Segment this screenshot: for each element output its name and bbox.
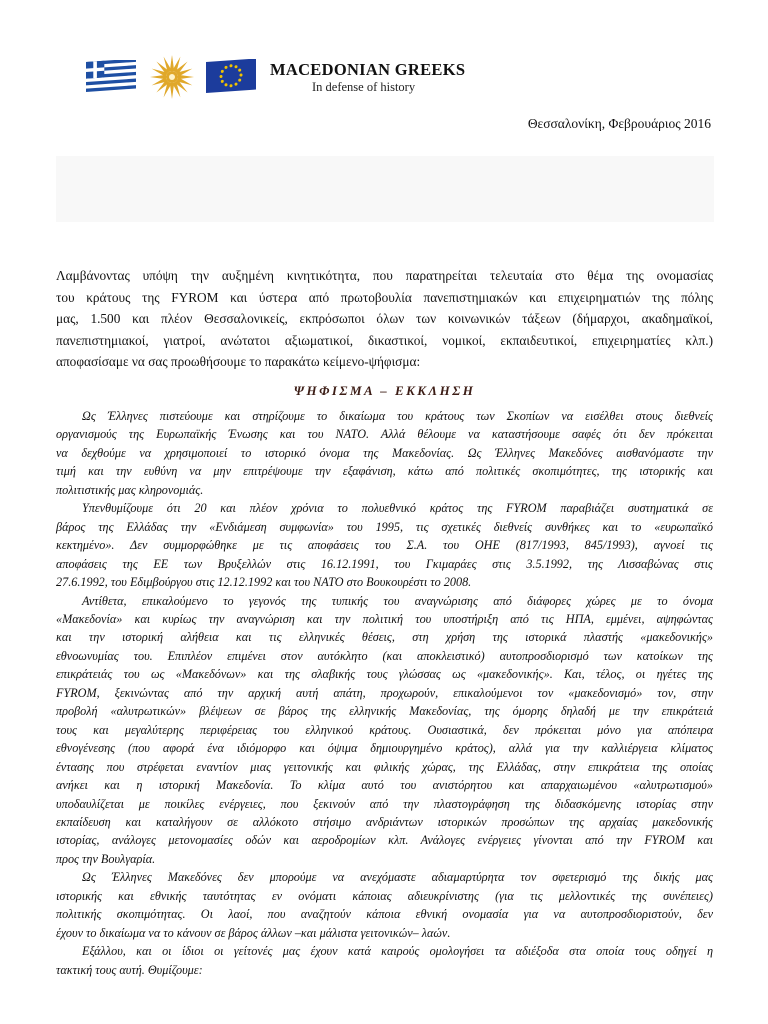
body-line: 27.6.1992, του Εδιμβούργου στις 12.12.1992 και του ΝΑΤΟ στο Βουκουρέστι το 2008. bbox=[56, 575, 472, 590]
body-line: να δεχθούμε να χρησιμοποιεί το ιστορικό όνομα της Μακεδονίας. Ως Έλληνες Μακεδόνες αισθανόμαστε την bbox=[56, 445, 713, 460]
body-line: προς την Βουλγαρία. bbox=[56, 851, 156, 866]
body-line: τους και μεγαλύτερης περιφέρειας του ελληνικού κράτους. Ουσιαστικά, δεν πρόκειται μόνο για απόπειρα bbox=[56, 722, 713, 737]
body-line: επικράτειάς του ως «Μακεδόνων» και της σλαβικής τους γλώσσας ως «μακεδονικής». Και, τέλος, οι ηγέτες της bbox=[56, 667, 713, 682]
body-line: FYROM, ξεκινώντας από την αρχική αυτή απάτη, προχωρούν, επικαλούμενοι τον «μακεδονισμό» τον, στην bbox=[56, 685, 713, 700]
body-line: πολιτιστικής μας κληρονομιάς. bbox=[56, 482, 204, 497]
body-line: πολιτικής σκοπιμότητας. Οι λαοί, που αναζητούν κάποια εθνική ονομασία για να αυτοπροσδιοριστούν, δεν bbox=[56, 907, 713, 922]
body-line: τακτική τους αυτή. Θυμίζουμε: bbox=[56, 962, 203, 977]
intro-line: πανεπιστημιακοί, γιατροί, ανώτατοι αξιωματικοί, δικαστικοί, νομικοί, εκπαιδευτικοί, επιχειρηματίες κλπ.) bbox=[56, 332, 713, 348]
body-line: ιστορίας, ανάλογες μετονομασίες οδών και αεροδρομίων κλπ. Ανάλογες ενέργειες γίνονται από την FYROM και bbox=[56, 833, 713, 848]
body-line: εθνοων​υμίας του. Επιπλέον επιμένει στον αυτόκλητο (και αποκλειστικό) αυτοπροσδιορισμό των κατοίκων της bbox=[56, 648, 713, 663]
intro-line: μας, 1.500 και πλέον Θεσσαλονικείς, εκπρόσωποι όλων των κοινωνικών τάξεων (δήμαρχοι, ακαδημαϊκοί, bbox=[56, 311, 713, 327]
letterhead bbox=[86, 52, 465, 102]
intro-line: Λαμβάνοντας υπόψη την αυξημένη κινητικότητα, που παρατηρείται τελευταία στο θέμα της ονομασίας bbox=[56, 268, 713, 283]
body-line: Ως Έλληνες πιστεύουμε και στηρίζουμε το δικαίωμα του κράτους των Σκοπίων να εισέλθει στους διεθνείς bbox=[82, 409, 713, 423]
body-line: οργανισμούς της Ευρωπαϊκής Ένωσης και του ΝΑΤΟ. Αλλά θέλουμε να καταστήσουμε σαφές ότι δεν πρόκειται bbox=[56, 427, 713, 442]
eu-flag-icon bbox=[206, 59, 256, 95]
resolution-body bbox=[56, 407, 713, 979]
body-line: αποφάσεις της ΕΕ των Βρυξελλών στις 16.12.1991, του Γκιμαράες στις 3.5.1992, της Λισσαβώνας στις bbox=[56, 556, 713, 571]
body-line: τιμή και την ευθύνη να μην επιτρέψουμε την εξαφάνιση, κάτω από πολιτικές σκοπιμότητες, της ιστορικής και bbox=[56, 464, 713, 479]
body-line: ανήκει και η ιστορική Μακεδονία. Το κλίμα αυτό του ανιστόρητου και απαρχαιωμένου «αλυτρωτισμού» bbox=[56, 778, 713, 793]
body-line: Αντίθετα, επικαλούμενο το γεγονός της τυπικής του αναγνώρισης από διάφορες χώρες με το όνομα bbox=[82, 593, 713, 608]
body-line: υποδαυλίζεται με ποικίλες ενέργειες, που ξεκινούν από την πλαστογράφηση της διδασκόμενης ιστορίας στην bbox=[56, 796, 713, 811]
body-line: προβολή «αλυτρωτικών» βλέψεων σε βάρος της ελληνικής Μακεδονίας, της όμορης δηλαδή με την επικράτειά bbox=[56, 704, 713, 719]
body-line: Υπενθυμίζουμε ότι 20 και πλέον χρόνια το πολυεθνικό κράτος της FYROM παραβιάζει συστηματικά σε bbox=[82, 501, 713, 516]
body-line: «Μακεδονία» και κυρίως την αναγνώριση και την πολιτική του υποστήριξη από τις ΗΠΑ, εμμένει, αψηφώντας bbox=[56, 611, 713, 626]
brand-block bbox=[270, 60, 465, 95]
body-line: έχουν το δικαίωμα να το κάνουν σε βάρος άλλων –και μάλιστα γειτονικών– λαών. bbox=[56, 925, 451, 940]
body-line: ιστορικής και εθνικής ταυτότητας εν ονόματι κάποιας αδιευκρίνιστης (για τις μελλοντικές της συνέπειες) bbox=[56, 888, 713, 903]
intro-line: αποφασίσαμε να σας προωθήσουμε το παρακάτω κείμενο-ψήφισμα: bbox=[56, 354, 421, 370]
dateline: Θεσσαλονίκη, Φεβρουάριος 2016 bbox=[527, 116, 711, 131]
intro-paragraph bbox=[56, 265, 713, 373]
greek-flag-icon bbox=[86, 60, 136, 94]
body-line: βάρος της Ελλάδας την «Ενδιάμεση συμφωνία» του 1995, τις σχετικές διεθνείς συνθήκες και το «ευρωπαϊκό bbox=[56, 519, 713, 534]
brand-subtitle: In defense of history bbox=[312, 79, 416, 94]
body-line: εθνογένεσης (που αφορά ένα ιδιόμορφο και όψιμα δημιουργημένο κράτος), αλλά για την καλλιέργεια κλίματος bbox=[56, 741, 713, 756]
body-line: εκπαίδευση και καταλήγουν σε αλλόκοτο στήσιμο ανδριάντων ιστορικών προσώπων της αρχαίας μακεδονικής bbox=[56, 814, 713, 829]
body-line: κεκτημένο». Δεν συμμορφώθηκε με τις αποφάσεις του Σ.Α. του ΟΗΕ (817/1993, 845/1993), αγνοεί τις bbox=[56, 538, 713, 553]
vergina-sun-icon bbox=[148, 53, 196, 101]
brand-title: MACEDONIAN GREEKS bbox=[270, 59, 466, 79]
redacted-address-block bbox=[56, 156, 714, 222]
body-line: έντασης που στρέφεται εναντίον μιας γειτονικής και φιλικής χώρας, της Ελλάδας, στην επικράτεια της οποίας bbox=[56, 759, 713, 774]
body-line: και την ιστορική αλήθεια και τις ελληνικές θέσεις, στη χρήση της ιστορικά πλαστής «μακεδονικής» bbox=[56, 630, 713, 645]
body-line: Ως Έλληνες Μακεδόνες δεν μπορούμε να ανεχόμαστε αδιαμαρτύρητα τον σφετερισμό της δικής μας bbox=[82, 870, 713, 885]
intro-line: του κράτους της FYROM και ύστερα από πρωτοβουλία πανεπιστημιακών και επιχειρηματιών της πόλης bbox=[56, 289, 713, 305]
body-line: Εξάλλου, και οι ίδιοι οι γείτονές μας έχουν κατά καιρούς ομολογήσει τα αδιέξοδα στα οποία τους οδηγεί η bbox=[82, 944, 713, 959]
resolution-heading: ΨΗΦΙΣΜΑ – ΕΚΚΛΗΣΗ bbox=[293, 383, 476, 398]
